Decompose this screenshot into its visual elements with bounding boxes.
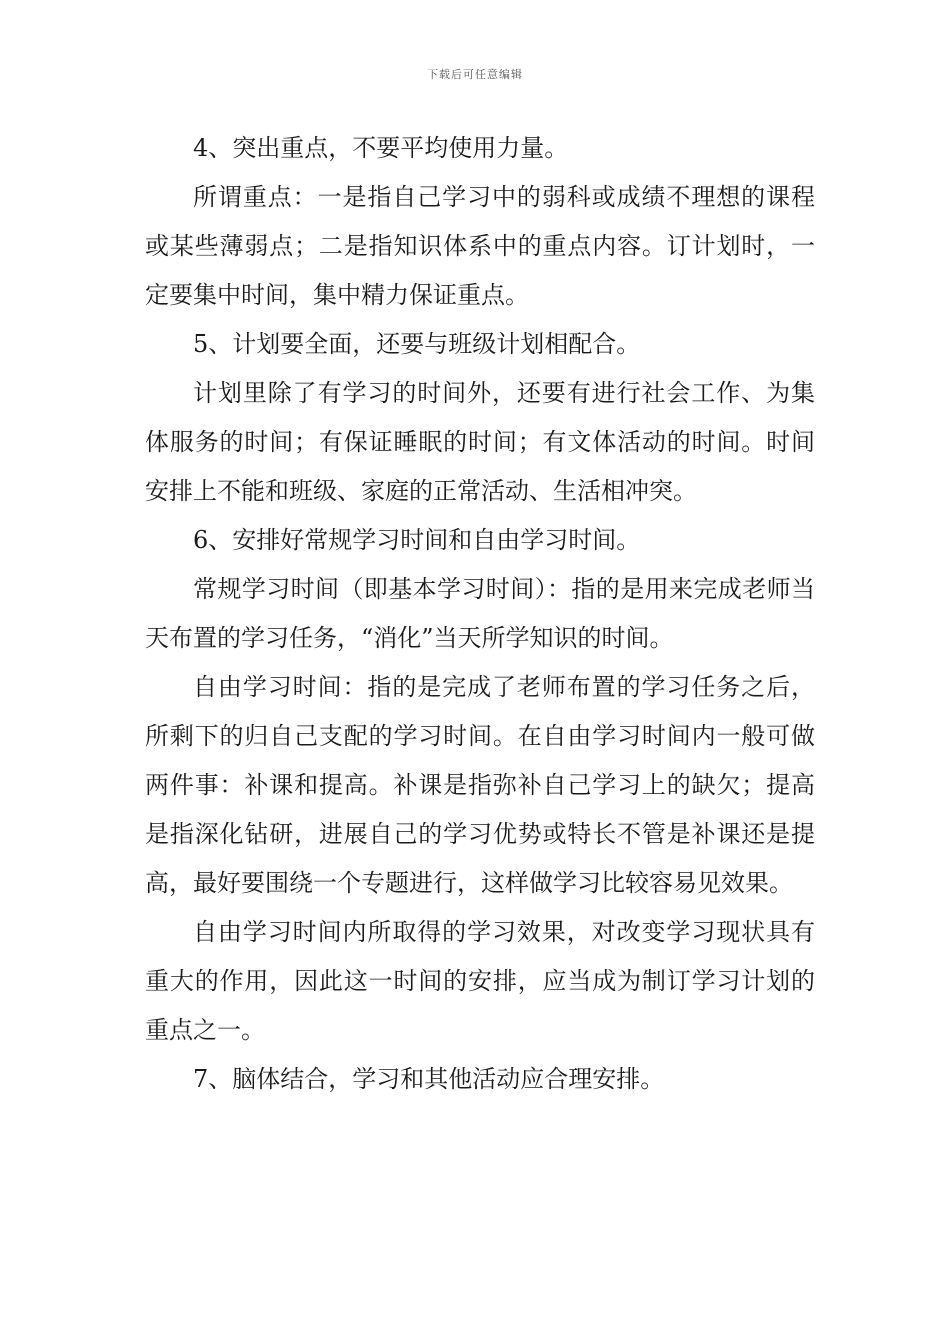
paragraph: 计划里除了有学习的时间外，还要有进行社会工作、为集体服务的时间；有保证睡眠的时间；有文体活动的时间。时间安排上不能和班级、家庭的正常活动、生活相冲突。 [145,379,815,505]
paragraph: 自由学习时间：指的是完成了老师布置的学习任务之后，所剩下的归自己支配的学习时间。在自由学习时间内一般可做两件事：补课和提高。补课是指弥补自己学习上的缺欠；提高是指深化钻研，进展自己的学习优势或特长不管是补课还是提高，最好要围绕一个专题进行，这样做学习比较容易见效果。 [145,673,815,897]
paragraph: 所谓重点：一是指自己学习中的弱科或成绩不理想的课程或某些薄弱点；二是指知识体系中的重点内容。订计划时，一定要集中时间，集中精力保证重点。 [145,183,815,309]
heading-item-7: 7、脑体结合，学习和其他活动应合理安排。 [193,1065,665,1093]
paragraph: 常规学习时间（即基本学习时间）：指的是用来完成老师当天布置的学习任务，“消化”当天所学知识的时间。 [145,575,815,652]
heading-item-6: 6、安排好常规学习时间和自由学习时间。 [193,526,641,554]
heading-item-4: 4、突出重点，不要平均使用力量。 [193,134,569,162]
page-header-note: 下载后可任意编辑 [427,68,523,81]
document-body [145,124,815,1104]
heading-item-5: 5、计划要全面，还要与班级计划相配合。 [193,330,641,358]
paragraph: 自由学习时间内所取得的学习效果，对改变学习现状具有重大的作用，因此这一时间的安排，应当成为制订学习计划的重点之一。 [145,918,815,1044]
